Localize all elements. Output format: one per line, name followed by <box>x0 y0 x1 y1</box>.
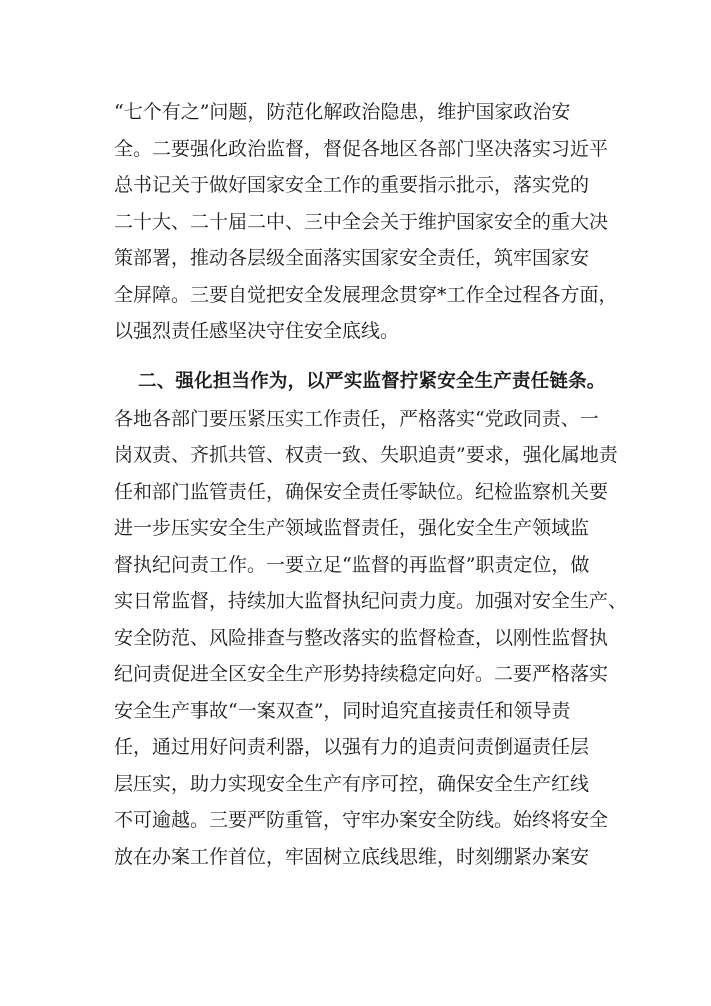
paragraph-2 <box>114 364 628 875</box>
paragraph-line: 任，通过用好问责利器，以强有力的追责问责倒逼责任层 <box>114 736 590 758</box>
paragraph-line: 纪问责促进全区安全生产形势持续稳定向好。二要严格落实 <box>114 663 609 685</box>
paragraph-line: 放在办案工作首位，牢固树立底线思维，时刻绷紧办案安 <box>114 845 590 868</box>
paragraph-line: 安全防范、风险排查与整改落实的监督检查，以刚性监督执 <box>114 626 609 649</box>
paragraph-line: 实日常监督，持续加大监督执纪问责力度。加强对安全生产、 <box>114 590 628 612</box>
paragraph-line: 安全生产事故“一案双查”，同时追究直接责任和领导责 <box>114 699 571 722</box>
paragraph-line: 二十大、二十届二中、三中全会关于维护国家安全的重大决 <box>114 210 609 233</box>
paragraph-line: 进一步压实安全生产领域监督责任，强化安全生产领域监 <box>114 517 590 539</box>
paragraph-line: 各地各部门要压紧压实工作责任，严格落实“党政同责、一 <box>114 407 599 430</box>
paragraph-line: 策部署，推动各层级全面落实国家安全责任，筑牢国家安 <box>114 247 590 269</box>
paragraph-line: 督执纪问责工作。一要立足“监督的再监督”职责定位，做 <box>114 553 590 576</box>
paragraph-line: 岗双责、齐抓共管、权责一致、失职追责”要求，强化属地责 <box>114 444 618 466</box>
paragraph-line: 以强烈责任感坚决守住安全底线。 <box>114 320 400 342</box>
paragraph-line: 总书记关于做好国家安全工作的重要指示批示，落实党的 <box>114 174 590 196</box>
paragraph-line: 层压实，助力实现安全生产有序可控，确保安全生产红线 <box>114 772 590 795</box>
paragraph-line: “七个有之”问题，防范化解政治隐患，维护国家政治安 <box>114 101 571 123</box>
section-heading: 二、强化担当作为，以严实监督拧紧安全生产责任链条。 <box>138 371 606 392</box>
paragraph-line: 全。二要强化政治监督，督促各地区各部门坚决落实习近平 <box>114 137 609 160</box>
paragraph-line: 任和部门监管责任，确保安全责任零缺位。纪检监察机关要 <box>114 480 609 503</box>
paragraph-1 <box>114 94 618 350</box>
paragraph-line: 全屏障。三要自觉把安全发展理念贯穿*工作全过程各方面， <box>114 283 618 306</box>
paragraph-line: 不可逾越。三要严防重管，守牢办案安全防线。始终将安全 <box>114 809 609 831</box>
